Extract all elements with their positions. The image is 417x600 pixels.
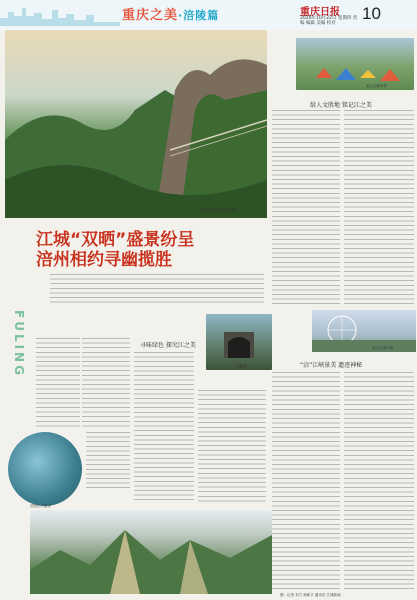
cave-entrance-icon: [206, 314, 272, 370]
section-title: [122, 4, 262, 26]
cave-photo: [206, 314, 272, 370]
camping-photo: [296, 38, 414, 90]
middle-text-col1: [134, 352, 194, 502]
section-title-sub: ·涪陵篇: [178, 9, 220, 22]
tents-icon: [296, 38, 414, 90]
top-right-section-title: 给人文胜地 铭记江之美: [310, 102, 372, 109]
date-block: 2020年10月22日 星期四 责编 编辑 美编 校对: [300, 16, 358, 26]
ferris-caption: 美心红酒小镇: [372, 346, 393, 350]
mountain-caption: 武陵山大裂谷: [30, 504, 51, 508]
top-right-text-col1: [272, 110, 340, 306]
left-text-col3: [86, 432, 130, 492]
left-text-col2: [82, 338, 130, 430]
headline: [36, 230, 236, 270]
intro-paragraph: [50, 274, 264, 304]
headline-line-1: 江城“双晒”盛景纷呈: [36, 230, 195, 250]
left-text-col1: [36, 338, 80, 430]
right-text-col1: [272, 372, 340, 592]
page-number: 10: [362, 4, 381, 23]
headline-line-2: 涪州相约寻幽揽胜: [36, 250, 172, 270]
paper-name: 重庆日报: [300, 7, 340, 18]
masthead: [0, 0, 417, 30]
cave-caption: 白鹤梁: [236, 364, 247, 368]
hero-landscape-icon: [5, 30, 267, 218]
camping-caption: 美心山寨风景: [366, 84, 387, 88]
top-right-text-col2: [344, 110, 414, 306]
hero-caption: 武陵山大裂谷 特约摄影: [201, 208, 238, 212]
ferris-wheel-icon: [312, 310, 416, 352]
middle-text-col2: [198, 390, 266, 502]
footer-credits: 图：记者 刘力 杨新宇 通讯员 江城新闻: [280, 593, 341, 597]
left-section-title: 寻味绿色 探究江之美: [140, 342, 196, 349]
ferris-photo: [312, 310, 416, 352]
section-title-main: 重庆之美: [122, 8, 179, 23]
right-text-col2: [344, 372, 414, 592]
river-circle-photo: [8, 432, 82, 506]
mountain-photo: [30, 504, 272, 594]
masthead-skyline-icon: [0, 4, 120, 26]
middle-section-title: “涪”江峡景美 遗迹神秘: [300, 362, 363, 369]
mountain-range-icon: [30, 510, 272, 594]
fuling-sidebar-label: FULING: [12, 310, 26, 378]
hero-photo: [5, 30, 267, 218]
